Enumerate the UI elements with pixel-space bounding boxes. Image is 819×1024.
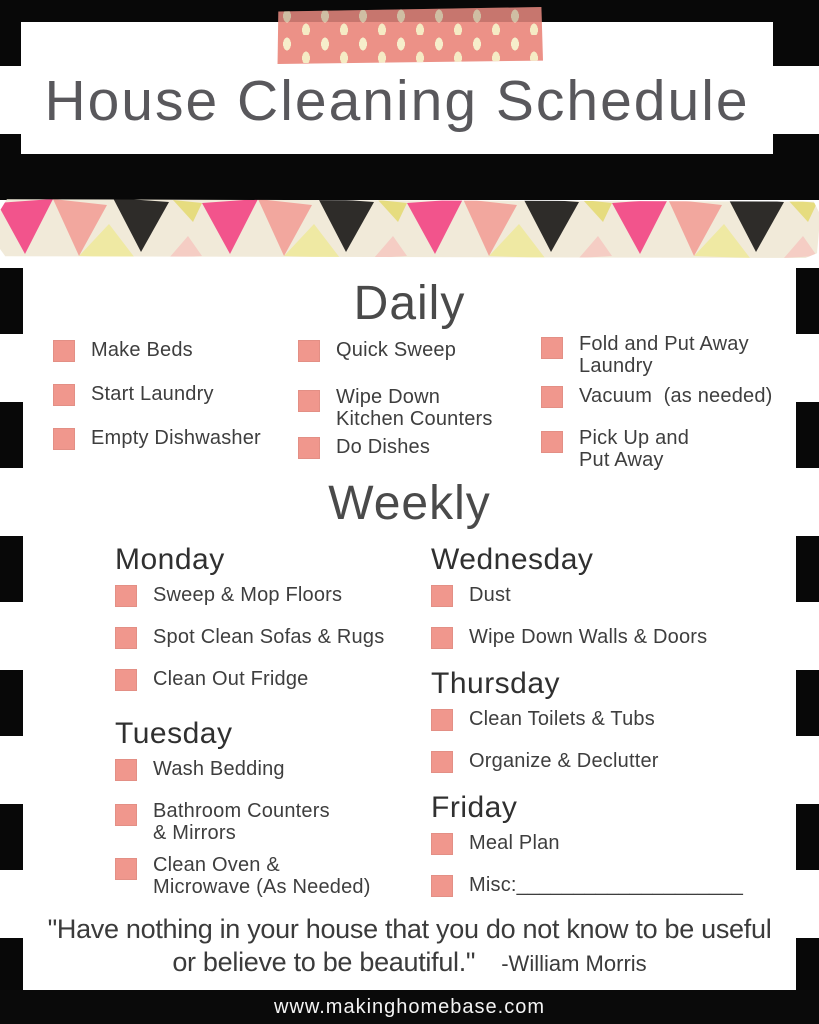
checklist-item <box>115 584 460 608</box>
checkbox-square <box>298 340 320 362</box>
checklist-item-label: Pick Up and Put Away <box>579 427 690 471</box>
triangle-washi-tape <box>0 198 819 258</box>
daily-column-2 <box>298 339 548 480</box>
checklist-item-label: Sweep & Mop Floors <box>153 584 343 606</box>
checklist-item <box>541 427 791 471</box>
footer-url: www.makinghomebase.com <box>274 995 545 1018</box>
checklist-item <box>431 832 776 856</box>
checklist-item <box>53 383 303 406</box>
checkbox-square <box>115 858 137 880</box>
checklist-item-label: Do Dishes <box>336 436 431 458</box>
checkbox-square <box>115 669 137 691</box>
checkbox-square <box>431 709 453 731</box>
checkbox-square <box>115 627 137 649</box>
weekly-left-column <box>115 544 460 908</box>
checklist-item <box>298 436 548 459</box>
checkbox-square <box>541 386 563 408</box>
checklist-item-label: Dust <box>469 584 511 606</box>
daily-column-1 <box>53 339 303 471</box>
checkbox-square <box>53 384 75 406</box>
checklist-item <box>115 758 460 782</box>
checklist-item-label: Vacuum (as needed) <box>579 385 773 407</box>
day-heading: Wednesday <box>431 543 594 576</box>
checklist-item-label: Fold and Put Away Laundry <box>579 333 749 377</box>
checklist-item <box>115 854 460 898</box>
day-heading: Monday <box>115 543 225 576</box>
checkbox-square <box>115 804 137 826</box>
checklist-item <box>541 385 791 408</box>
checklist-item <box>431 626 776 650</box>
checklist-item-label: Clean Out Fridge <box>153 668 309 690</box>
checklist-item-label: Wipe Down Kitchen Counters <box>336 386 493 430</box>
checklist-item <box>115 800 460 844</box>
weekly-section-heading: Weekly <box>328 477 491 530</box>
weekly-right-column <box>431 544 776 916</box>
checklist-item-label: Misc:____________________ <box>469 874 744 896</box>
checklist-item-label: Spot Clean Sofas & Rugs <box>153 626 385 648</box>
checklist-item <box>431 750 776 774</box>
checklist-item <box>115 626 460 650</box>
quote-text <box>42 913 778 980</box>
checkbox-square <box>298 390 320 412</box>
checklist-item <box>298 339 548 362</box>
quote-block <box>23 913 796 980</box>
checklist-item-label: Bathroom Counters & Mirrors <box>153 800 330 844</box>
daily-section-heading: Daily <box>353 277 466 330</box>
checklist-item-label: Quick Sweep <box>336 339 457 361</box>
checklist-item <box>53 339 303 362</box>
quote-attribution: -William Morris <box>501 951 647 976</box>
checklist-item-label: Meal Plan <box>469 832 560 854</box>
checkbox-square <box>431 627 453 649</box>
quote-body: "Have nothing in your house that you do not know to be useful or believe to be beautiful." <box>47 914 772 977</box>
checklist-item-label: Start Laundry <box>91 383 214 405</box>
checkbox-square <box>431 751 453 773</box>
checkbox-square <box>431 875 453 897</box>
checklist-item <box>298 386 548 430</box>
checkbox-square <box>541 337 563 359</box>
checklist-item <box>53 427 303 450</box>
checklist-item-label: Clean Oven & Microwave (As Needed) <box>153 854 371 898</box>
checkbox-square <box>115 759 137 781</box>
page-title: House Cleaning Schedule <box>44 69 750 133</box>
checkbox-square <box>431 833 453 855</box>
footer-bar <box>0 990 819 1024</box>
checklist-item-label: Wash Bedding <box>153 758 285 780</box>
checkbox-square <box>541 431 563 453</box>
dotted-washi-tape <box>277 7 543 64</box>
checklist-item <box>431 708 776 732</box>
checklist-item <box>431 874 776 898</box>
daily-column-3 <box>541 333 791 492</box>
checkbox-square <box>431 585 453 607</box>
checklist-item <box>115 668 460 692</box>
checklist-item <box>541 333 791 377</box>
checklist-item-label: Empty Dishwasher <box>91 427 261 449</box>
content-panel <box>23 258 796 990</box>
checklist-item-label: Make Beds <box>91 339 193 361</box>
checkbox-square <box>115 585 137 607</box>
checkbox-square <box>53 428 75 450</box>
day-heading: Thursday <box>431 667 561 700</box>
checklist-item-label: Wipe Down Walls & Doors <box>469 626 708 648</box>
checklist-item <box>431 584 776 608</box>
checklist-item-label: Clean Toilets & Tubs <box>469 708 655 730</box>
day-heading: Tuesday <box>115 717 233 750</box>
checkbox-square <box>53 340 75 362</box>
day-heading: Friday <box>431 791 518 824</box>
checklist-item-label: Organize & Declutter <box>469 750 659 772</box>
checkbox-square <box>298 437 320 459</box>
